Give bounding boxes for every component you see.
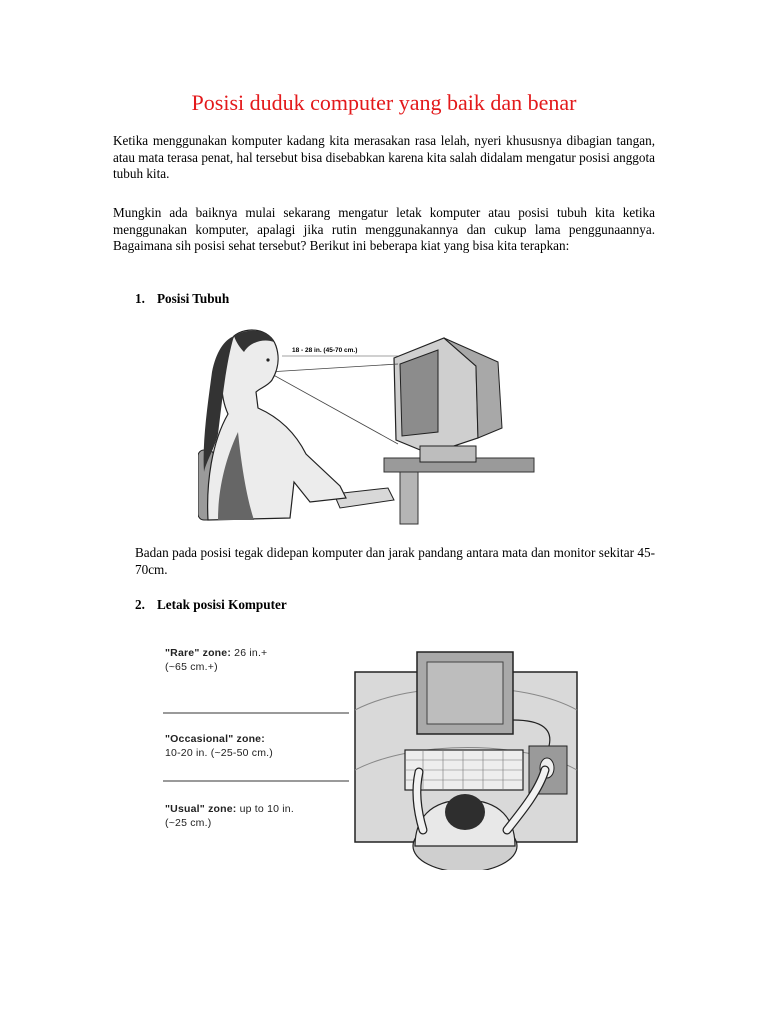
section-number: 2. [135, 597, 145, 612]
sitting-posture-illustration [198, 322, 536, 526]
section-title: Posisi Tubuh [157, 291, 230, 306]
section-heading-2 [135, 597, 287, 613]
zone-divider [163, 780, 349, 782]
zone-sub: (~65 cm.+) [165, 661, 218, 673]
zone-name: "Usual" zone: [165, 803, 237, 815]
section-title: Letak posisi Komputer [157, 597, 287, 612]
second-paragraph: Mungkin ada baiknya mulai sekarang mengatur letak komputer atau posisi tubuh kita ketika menggunakan komputer, apalagi jika rutin menggunakannya dan cukup lama penggunaannya. Bagaimana sih posisi sehat tersebut? Berikut ini beberapa kiat yang bisa kita terapkan: [113, 205, 655, 254]
zone-rare [165, 646, 267, 674]
zone-sub: (~25 cm.) [165, 817, 212, 829]
zone-name: "Rare" zone: [165, 647, 232, 659]
intro-paragraph: Ketika menggunakan komputer kadang kita merasakan rasa lelah, nyeri khususnya dibagian tangan, atau mata terasa penat, hal tersebut bisa disebabkan karena kita salah didalam mengatur posisi anggota tubuh kita. [113, 133, 655, 182]
distance-label: 18 - 28 in. (45-70 cm.) [292, 347, 358, 354]
zone-divider [163, 712, 349, 714]
zone-occasional [165, 732, 273, 760]
top-view-desk-drawing [353, 650, 581, 870]
zone-value: up to 10 in. [239, 803, 294, 815]
page-title: Posisi duduk computer yang baik dan benar [191, 90, 577, 115]
section-number: 1. [135, 291, 145, 306]
zone-name: "Occasional" zone: [165, 733, 265, 745]
zone-value: 10-20 in. (~25-50 cm.) [165, 747, 273, 759]
posture-description: Badan pada posisi tegak didepan komputer dan jarak pandang antara mata dan monitor sekitar 45-70cm. [135, 545, 655, 577]
zone-usual [165, 802, 294, 830]
zone-value: 26 in.+ [234, 647, 268, 659]
section-heading-1 [135, 291, 229, 307]
reach-zones-illustration [153, 644, 583, 870]
